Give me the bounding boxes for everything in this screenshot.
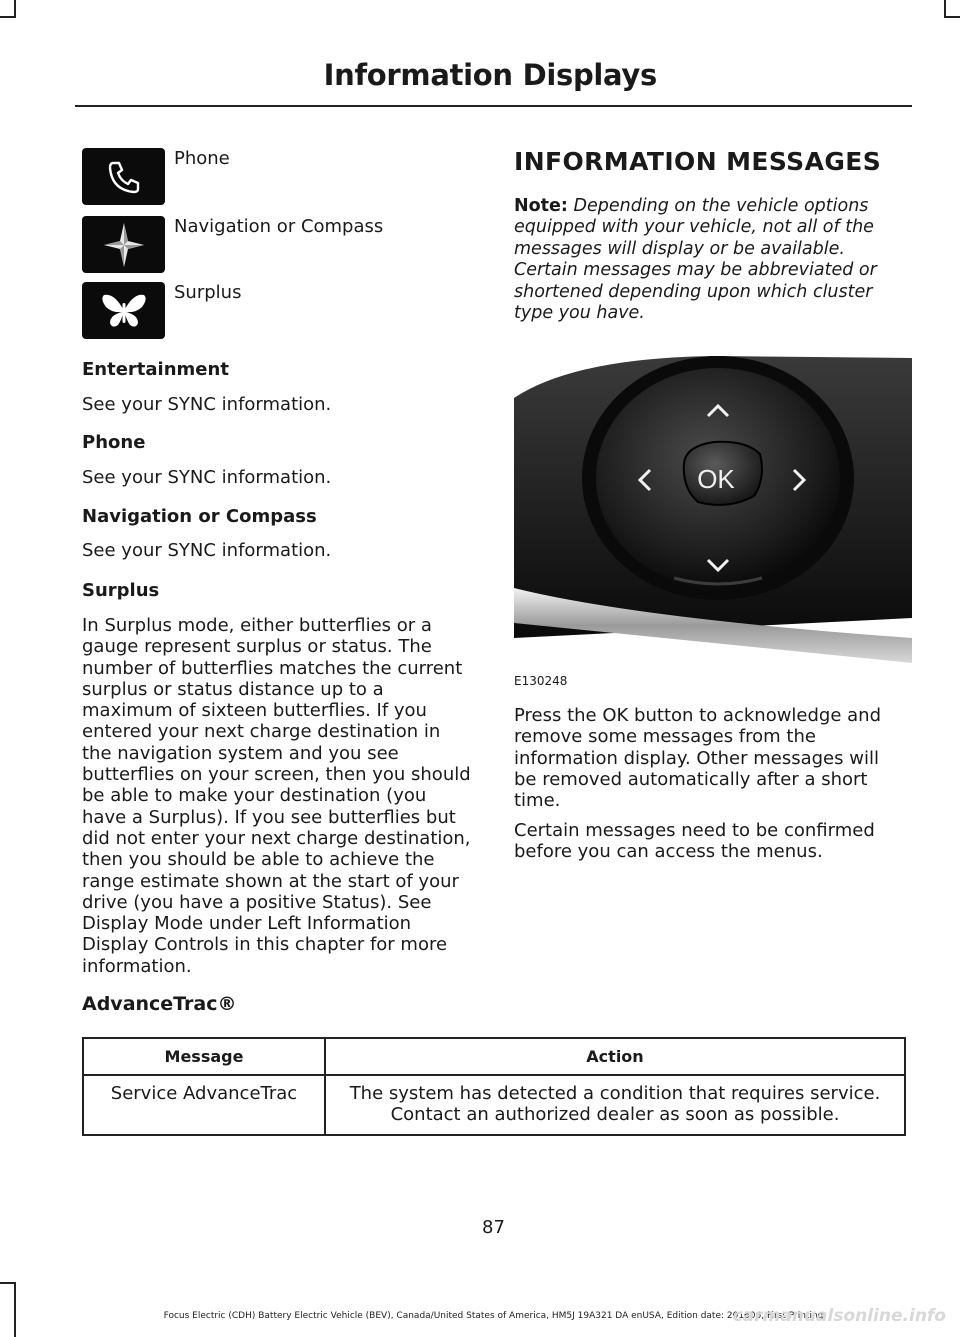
information-messages-heading: INFORMATION MESSAGES: [514, 147, 882, 176]
header-rule: [75, 105, 912, 107]
butterfly-icon: [82, 282, 165, 339]
footer-text: Focus Electric (CDH) Battery Electric Vehicle (BEV), Canada/United States of America, HM5J 19A321 DA enUSA, Edition date: 201606, First Printing: [163, 1311, 824, 1321]
phone-heading: Phone: [82, 432, 146, 453]
navigation-text: See your SYNC information.: [82, 540, 332, 561]
table-header-row: [83, 1038, 905, 1075]
ok-label: OK: [697, 464, 735, 494]
column-header-action: Action: [325, 1038, 905, 1075]
note-label: Note:: [514, 196, 568, 216]
page-title: Information Displays: [323, 58, 657, 92]
watermark: carmanualsonline.info: [732, 1306, 946, 1326]
icon-label-navigation: Navigation or Compass: [174, 216, 384, 237]
note: [514, 196, 899, 324]
crop-mark: [944, 16, 960, 18]
note-text: Depending on the vehicle options equipped with your vehicle, not all of the messages will display or be available. Certain messages may be abbreviated or shortened depending upon which cluster type you have.: [514, 196, 877, 324]
table-row: [83, 1075, 905, 1135]
crop-mark: [0, 16, 16, 18]
entertainment-text: See your SYNC information.: [82, 394, 332, 415]
photo-code: E130248: [514, 674, 568, 688]
steering-wheel-ok-button-photo: [514, 338, 912, 668]
crop-mark: [0, 1282, 16, 1284]
action-cell: The system has detected a condition that requires service. Contact an authorized dealer as soon as possible.: [325, 1075, 905, 1135]
message-cell: Service AdvanceTrac: [83, 1075, 325, 1135]
page-number: 87: [482, 1217, 505, 1238]
icon-label-phone: Phone: [174, 148, 230, 169]
column-header-message: Message: [83, 1038, 325, 1075]
confirm-paragraph: Certain messages need to be confirmed before you can access the menus.: [514, 820, 875, 863]
phone-icon: [82, 148, 165, 205]
entertainment-heading: Entertainment: [82, 359, 229, 380]
surplus-heading: Surplus: [82, 580, 160, 601]
crop-mark: [14, 1282, 16, 1337]
advancetrac-table: [82, 1037, 906, 1136]
surplus-text: In Surplus mode, either butterflies or a gauge represent surplus or status. The number of butterflies matches the current surplus or status distance up to a maximum of sixteen butterflies. If you entered your next charge destination in the navigation system and you see butterflies on your screen, then you should be able to make your destination (you have a Surplus). If you see butterflies but did not enter your next charge destination, then you should be able to achieve the range estimate shown at the start of your drive (you have a positive Status). See Display Mode under Left Information Display Controls in this chapter for more information.: [82, 615, 471, 977]
icon-label-surplus: Surplus: [174, 282, 242, 303]
advancetrac-heading: AdvanceTrac®: [82, 993, 237, 1015]
compass-icon: [82, 216, 165, 273]
ok-paragraph: Press the OK button to acknowledge and remove some messages from the information display. Other messages will be removed automatically after a short time.: [514, 705, 882, 812]
phone-text: See your SYNC information.: [82, 467, 332, 488]
navigation-heading: Navigation or Compass: [82, 506, 317, 527]
